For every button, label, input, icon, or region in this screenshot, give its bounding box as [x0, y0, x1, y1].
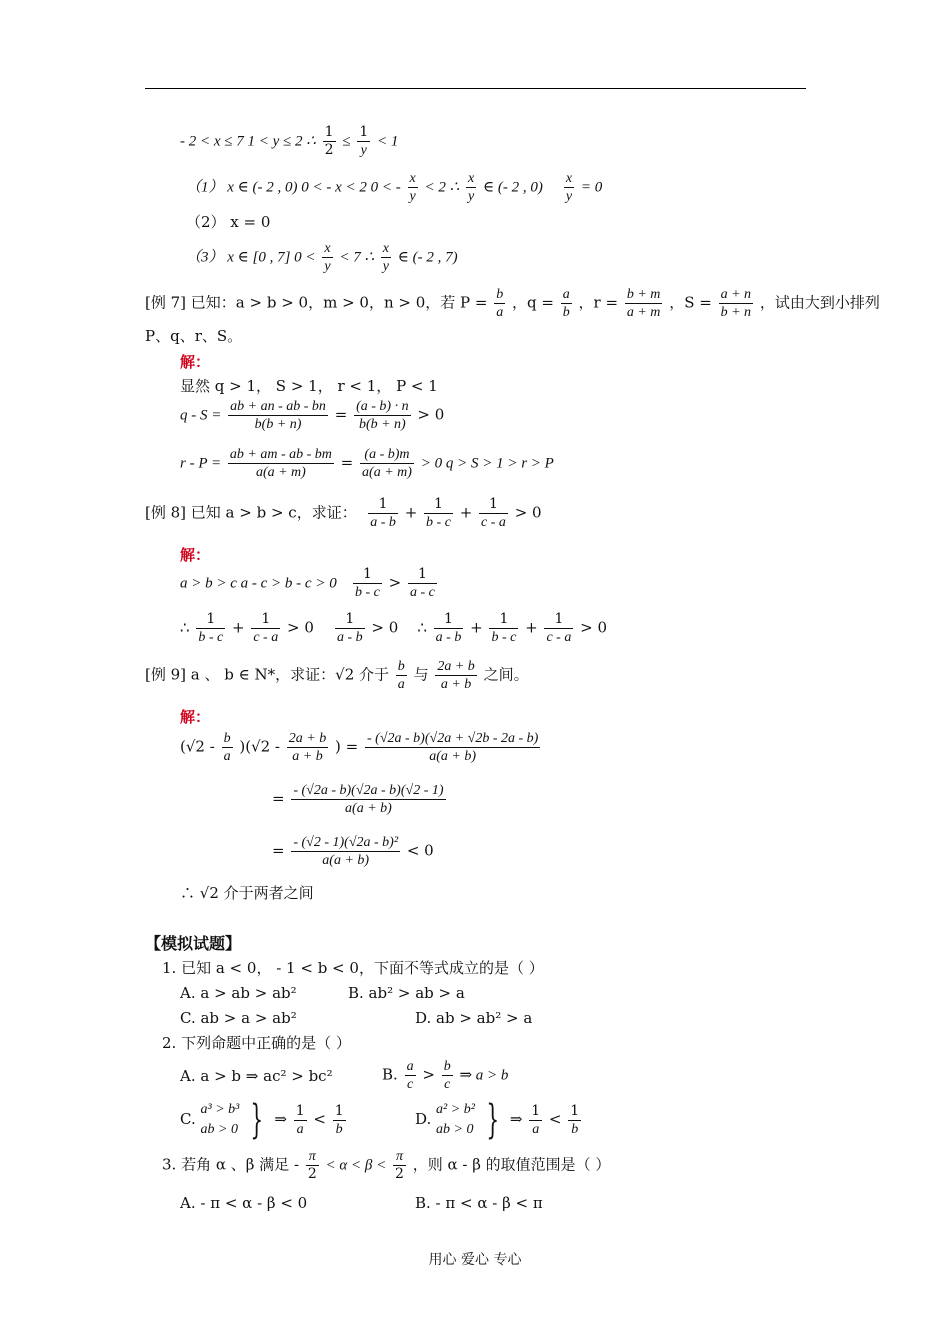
example-9: [例 9] a 、 b ∈ N*，求证：√2 介于 $\frac{b}{a}$ 与 $\frac{2a + b}{a + b}$ 之间。	[145, 659, 529, 692]
line-3: （2） x = 0	[186, 213, 271, 231]
sol9-line2: = $\frac{- (√2a - b)(√2a - b)(√2 - 1)}{a(a + b)}$	[272, 783, 444, 816]
sol7-line1: 显然 q > 1， S > 1， r < 1， P < 1	[180, 377, 438, 395]
q2-option-a: A. a > b ⇒ ac² > bc²	[180, 1067, 333, 1085]
q1-option-b: B. ab² > ab > a	[348, 984, 465, 1002]
sol9-conclusion: ∴ √2 介于两者之间	[180, 884, 314, 902]
line-2: （1） x ∈ (- 2 , 0) 0 < - x < 2 0 < - $\frac{x}{y}$ < 2 ∴ $\frac{x}{y}$ ∈ (- 2 , 0) $\frac{x}{y}$ = 0	[186, 171, 603, 204]
q2-option-d: D. a² > b² ab > 0 } ⇒ $\frac{1}{a}$ < $\frac{1}{b}$	[415, 1097, 580, 1143]
example-8: [例 8] 已知 a > b > c，求证： $\frac{1}{a - b}$ + $\frac{1}{b - c}$ + $\frac{1}{c - a}$ > 0	[145, 496, 542, 530]
page-footer: 用心 爱心 专心	[428, 1252, 522, 1268]
q2-option-c: C. a³ > b³ ab > 0 } ⇒ $\frac{1}{a}$ < $\frac{1}{b}$	[180, 1097, 344, 1143]
example-7-cont: P、q、r、S。	[145, 327, 243, 345]
solution-label-8: 解：	[180, 546, 211, 564]
line-4: （3） x ∈ [0 , 7] 0 < $\frac{x}{y}$ < 7 ∴ $\frac{x}{y}$ ∈ (- 2 , 7)	[186, 241, 458, 274]
sol8-line1: a > b > c a - c > b - c > 0 $\frac{1}{b - c}$ > $\frac{1}{a - c}$	[180, 566, 435, 600]
sol7-line2: q - S = $\frac{ab + an - ab - bn}{b(b + n)}$ = $\frac{(a - b) \cdot n}{b(b + n)}$ > 0	[180, 399, 445, 432]
line-1: - 2 < x ≤ 7 1 < y ≤ 2 ∴ $\frac{1}{2}$ ≤ $\frac{1}{y}$ < 1	[180, 124, 399, 158]
q1-option-c: C. ab > a > ab²	[180, 1009, 297, 1027]
mock-tests-heading: 【模拟试题】	[145, 934, 242, 953]
sol9-line3: = $\frac{\text{- (√2 - 1)(√2a - b)²}}{a(a + b)}$ < 0	[272, 835, 434, 868]
q1-option-a: A. a > ab > ab²	[180, 984, 297, 1002]
example-7: [例 7] 已知：a > b > 0，m > 0，n > 0，若 P = $\frac{b}{a}$ ，q = $\frac{a}{b}$ ，r = $\frac{b + m}{a + m}$ ，S = $\frac{a + n}{b + n}$ ，试由大到小排列	[145, 287, 880, 320]
sol7-line3: r - P = $\frac{ab + am - ab - bm}{a(a + m)}$ = $\frac{(a - b)m}{a(a + m)}$ > 0 q > S > 1 > r > P	[180, 447, 554, 480]
sol8-line2: ∴ $\frac{1}{b - c}$ + $\frac{1}{c - a}$ > 0 $\frac{1}{a - b}$ > 0 ∴ $\frac{1}{a - b}$ + $\frac{1}{b - c}$ + $\frac{1}{c - a}$ > 0	[180, 611, 607, 645]
question-1: 1. 已知 a < 0， - 1 < b < 0，下面不等式成立的是（ ）	[162, 959, 544, 977]
q3-option-b: B. - π < α - β < π	[415, 1194, 543, 1212]
q3-option-a: A. - π < α - β < 0	[180, 1194, 308, 1212]
solution-label-9: 解：	[180, 708, 211, 726]
q2-option-b: B. $\frac{a}{c}$ > $\frac{b}{c}$ ⇒ a > b	[382, 1059, 509, 1092]
solution-label: 解：	[180, 353, 211, 371]
question-3: 3. 若角 α 、β 满足 - $\frac{\pi}{2}$ < α < β < $\frac{\pi}{2}$ ，则 α - β 的取值范围是（ ）	[162, 1149, 611, 1182]
header-rule	[145, 88, 806, 89]
question-2: 2. 下列命题中正确的是（ ）	[162, 1034, 351, 1052]
sol9-line1: (√2 - $\frac{b}{a}$ )(√2 - $\frac{2a + b}{a + b}$ ) = $\frac{- (√2a - b)(√2a + √2b - 2a - b)}{a(a + b)}$	[180, 731, 539, 764]
q1-option-d: D. ab > ab² > a	[415, 1009, 533, 1027]
